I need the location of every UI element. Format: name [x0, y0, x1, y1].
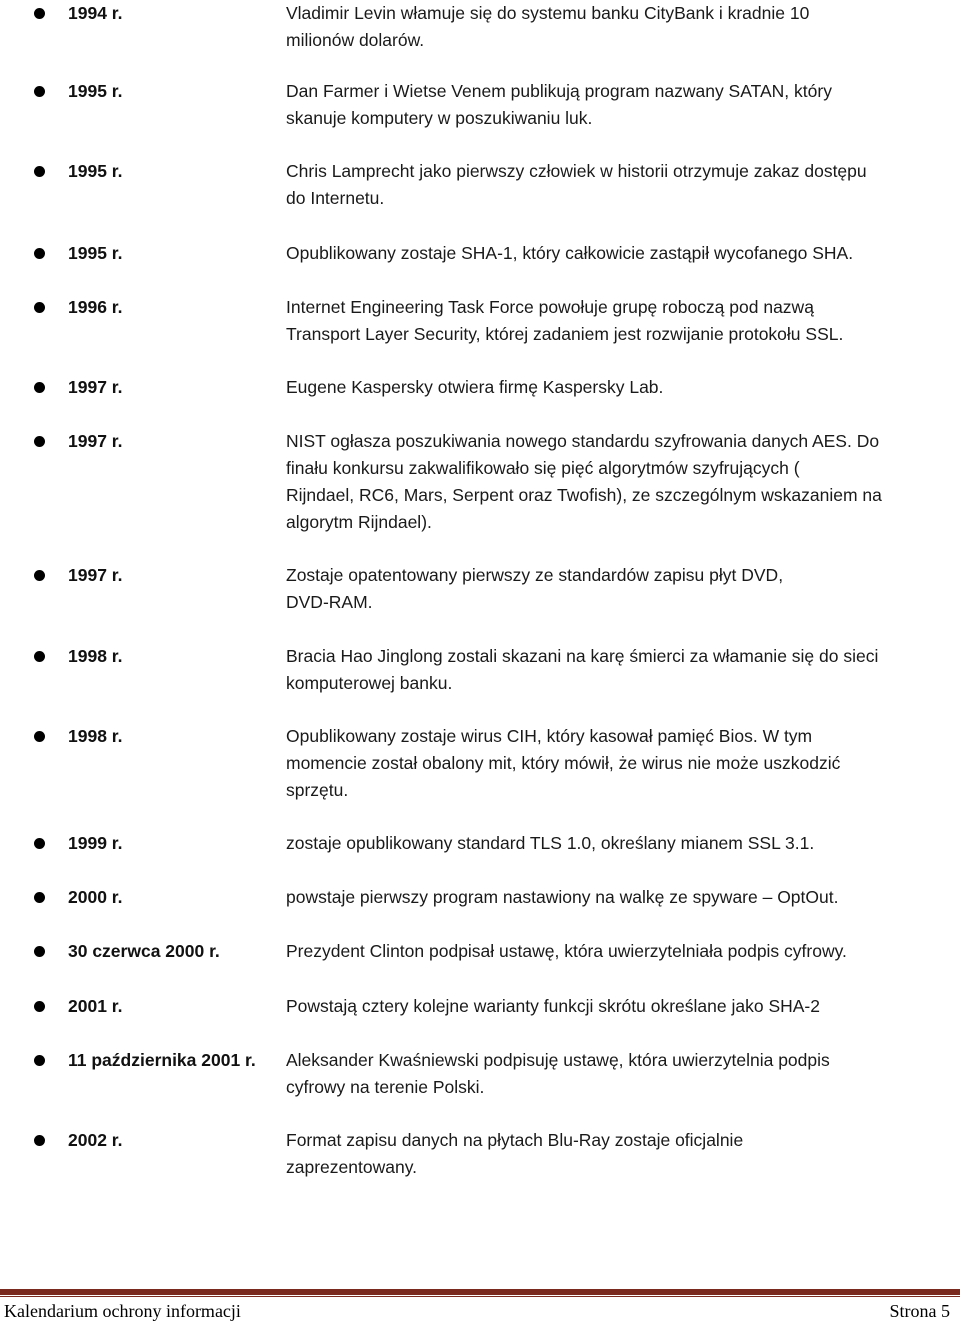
bullet-icon: [34, 651, 45, 662]
entry-description: [286, 294, 948, 348]
description-line: momencie został obalony mit, który mówił, że wirus nie może uszkodzić: [286, 753, 841, 773]
entry-date: 11 października 2001 r.: [68, 1050, 256, 1070]
entry-date: 1995 r.: [68, 161, 123, 181]
description-line: Eugene Kaspersky otwiera firmę Kaspersky Lab.: [286, 377, 664, 397]
description-line: milionów dolarów.: [286, 30, 425, 50]
entry-description: [286, 240, 948, 267]
entry-date: 1998 r.: [68, 726, 123, 746]
entry-date: 2001 r.: [68, 996, 123, 1016]
entry-description: [286, 643, 948, 697]
bullet-icon: [34, 946, 45, 957]
bullet-icon: [34, 8, 45, 19]
entry-date: 1995 r.: [68, 243, 123, 263]
entry-date: 1996 r.: [68, 297, 123, 317]
description-line: DVD-RAM.: [286, 592, 373, 612]
footer-page-number: Strona 5: [889, 1301, 950, 1321]
description-line: Aleksander Kwaśniewski podpisuję ustawę, która uwierzytelnia podpis: [286, 1050, 830, 1070]
description-line: Internet Engineering Task Force powołuje grupę roboczą pod nazwą: [286, 297, 814, 317]
description-line: sprzętu.: [286, 780, 349, 800]
entry-description: [286, 1127, 948, 1181]
entry-date: 2002 r.: [68, 1130, 123, 1150]
entry-description: [286, 562, 948, 616]
description-line: Transport Layer Security, której zadaniem jest rozwijanie protokołu SSL.: [286, 324, 844, 344]
entry-description: [286, 884, 948, 911]
entry-date: 1997 r.: [68, 431, 123, 451]
footer-document-title: Kalendarium ochrony informacji: [4, 1301, 241, 1321]
description-line: Opublikowany zostaje wirus CIH, który kasował pamięć Bios. W tym: [286, 726, 813, 746]
entry-description: [286, 78, 948, 132]
description-line: Prezydent Clinton podpisał ustawę, która uwierzytelniała podpis cyfrowy.: [286, 941, 847, 961]
entry-date: 1997 r.: [68, 377, 123, 397]
entry-date: 1997 r.: [68, 565, 123, 585]
description-line: Dan Farmer i Wietse Venem publikują program nazwany SATAN, który: [286, 81, 832, 101]
bullet-icon: [34, 248, 45, 259]
entry-date: 1998 r.: [68, 646, 123, 666]
bullet-icon: [34, 302, 45, 313]
description-line: skanuje komputery w poszukiwaniu luk.: [286, 108, 593, 128]
entry-description: [286, 723, 948, 804]
entry-date: 1994 r.: [68, 3, 123, 23]
description-line: do Internetu.: [286, 188, 385, 208]
entry-date: 1995 r.: [68, 81, 123, 101]
bullet-icon: [34, 892, 45, 903]
entry-date: 2000 r.: [68, 887, 123, 907]
entry-date: 1999 r.: [68, 833, 123, 853]
entry-description: [286, 830, 948, 857]
bullet-icon: [34, 382, 45, 393]
bullet-icon: [34, 1135, 45, 1146]
entry-description: [286, 938, 948, 965]
footer-divider-thin: [0, 1296, 960, 1297]
description-line: Zostaje opatentowany pierwszy ze standardów zapisu płyt DVD,: [286, 565, 784, 585]
entry-description: [286, 158, 948, 212]
description-line: NIST ogłasza poszukiwania nowego standardu szyfrowania danych AES. Do: [286, 431, 880, 451]
description-line: algorytm Rijndael).: [286, 512, 432, 532]
bullet-icon: [34, 86, 45, 97]
bullet-icon: [34, 166, 45, 177]
description-line: Rijndael, RC6, Mars, Serpent oraz Twofish), ze szczególnym wskazaniem na: [286, 485, 882, 505]
description-line: komputerowej banku.: [286, 673, 453, 693]
entry-description: [286, 1047, 948, 1101]
description-line: Format zapisu danych na płytach Blu-Ray zostaje oficjalnie: [286, 1130, 744, 1150]
bullet-icon: [34, 1055, 45, 1066]
footer-divider: [0, 1289, 960, 1295]
description-line: Bracia Hao Jinglong zostali skazani na karę śmierci za włamanie się do sieci: [286, 646, 879, 666]
entry-date: 30 czerwca 2000 r.: [68, 941, 220, 961]
bullet-icon: [34, 838, 45, 849]
entry-description: [286, 0, 948, 54]
entry-description: [286, 428, 948, 536]
entry-description: [286, 374, 948, 401]
bullet-icon: [34, 570, 45, 581]
description-line: Vladimir Levin włamuje się do systemu banku CityBank i kradnie 10: [286, 3, 810, 23]
description-line: Opublikowany zostaje SHA-1, który całkowicie zastąpił wycofanego SHA.: [286, 243, 854, 263]
description-line: zaprezentowany.: [286, 1157, 418, 1177]
description-line: cyfrowy na terenie Polski.: [286, 1077, 485, 1097]
description-line: powstaje pierwszy program nastawiony na walkę ze spyware – OptOut.: [286, 887, 839, 907]
bullet-icon: [34, 436, 45, 447]
description-line: Powstają cztery kolejne warianty funkcji skrótu określane jako SHA-2: [286, 996, 820, 1016]
entry-description: [286, 993, 948, 1020]
description-line: zostaje opublikowany standard TLS 1.0, określany mianem SSL 3.1.: [286, 833, 815, 853]
description-line: Chris Lamprecht jako pierwszy człowiek w historii otrzymuje zakaz dostępu: [286, 161, 867, 181]
description-line: finału konkursu zakwalifikowało się pięć algorytmów szyfrujących (: [286, 458, 800, 478]
bullet-icon: [34, 731, 45, 742]
bullet-icon: [34, 1001, 45, 1012]
